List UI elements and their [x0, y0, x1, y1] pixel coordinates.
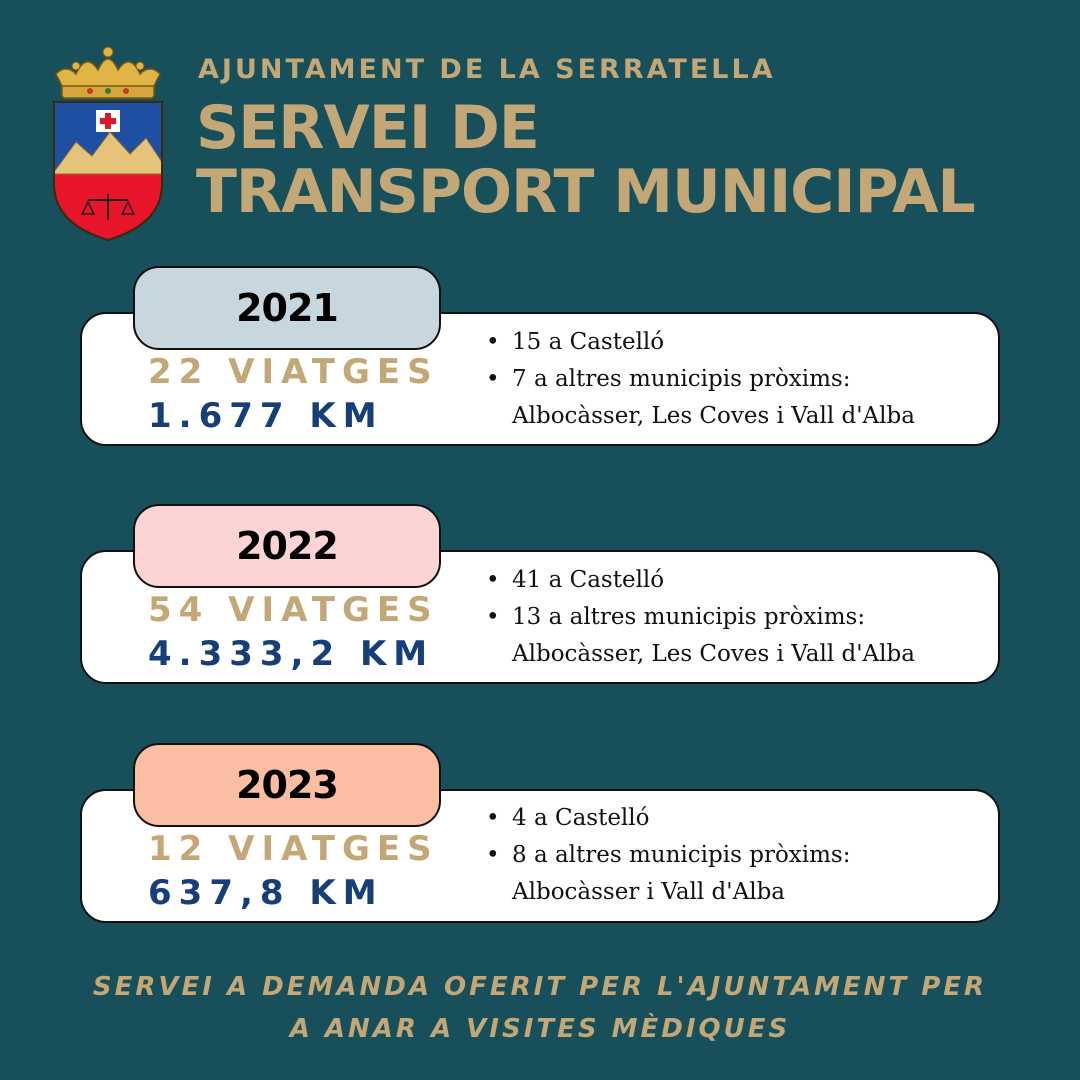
page-title [196, 93, 975, 227]
trips-count: 54 VIATGES [148, 590, 439, 630]
list-item: • 15 a Castelló [486, 324, 915, 361]
list-item-continuation: Albocàsser, Les Coves i Vall d'Alba [512, 403, 915, 429]
list-item: • 4 a Castelló [486, 800, 850, 837]
list-item: • 41 a Castelló [486, 562, 915, 599]
distance-km: 1.677 KM [148, 396, 384, 436]
list-item: • 7 a altres municipis pròxims: [486, 361, 915, 398]
distance-km: 637,8 KM [148, 873, 384, 913]
footer-line-2: A ANAR A VISITES MÈDIQUES [289, 1014, 791, 1044]
title-line-2: TRANSPORT MUNICIPAL [196, 157, 975, 227]
destinations-list [486, 562, 915, 673]
trips-count: 22 VIATGES [148, 352, 439, 392]
destinations-list [486, 800, 850, 911]
title-line-1: SERVEI DE [196, 93, 539, 163]
list-item-continuation: Albocàsser i Vall d'Alba [512, 879, 786, 905]
list-item: • 8 a altres municipis pròxims: [486, 837, 850, 874]
destinations-list [486, 324, 915, 435]
year-tab-2023: 2023 [133, 743, 441, 827]
year-tab-2022: 2022 [133, 504, 441, 588]
trips-count: 12 VIATGES [148, 829, 439, 869]
list-item-continuation: Albocàsser, Les Coves i Vall d'Alba [512, 641, 915, 667]
crown-icon [56, 47, 160, 98]
year-tab-2021: 2021 [133, 266, 441, 350]
footer-note [0, 966, 1080, 1050]
distance-km: 4.333,2 KM [148, 634, 435, 674]
footer-line-1: SERVEI A DEMANDA OFERIT PER L'AJUNTAMENT PER [92, 972, 988, 1002]
coat-of-arms-icon [46, 44, 170, 244]
list-item: • 13 a altres municipis pròxims: [486, 599, 915, 636]
organization-name: AJUNTAMENT DE LA SERRATELLA [198, 54, 776, 85]
